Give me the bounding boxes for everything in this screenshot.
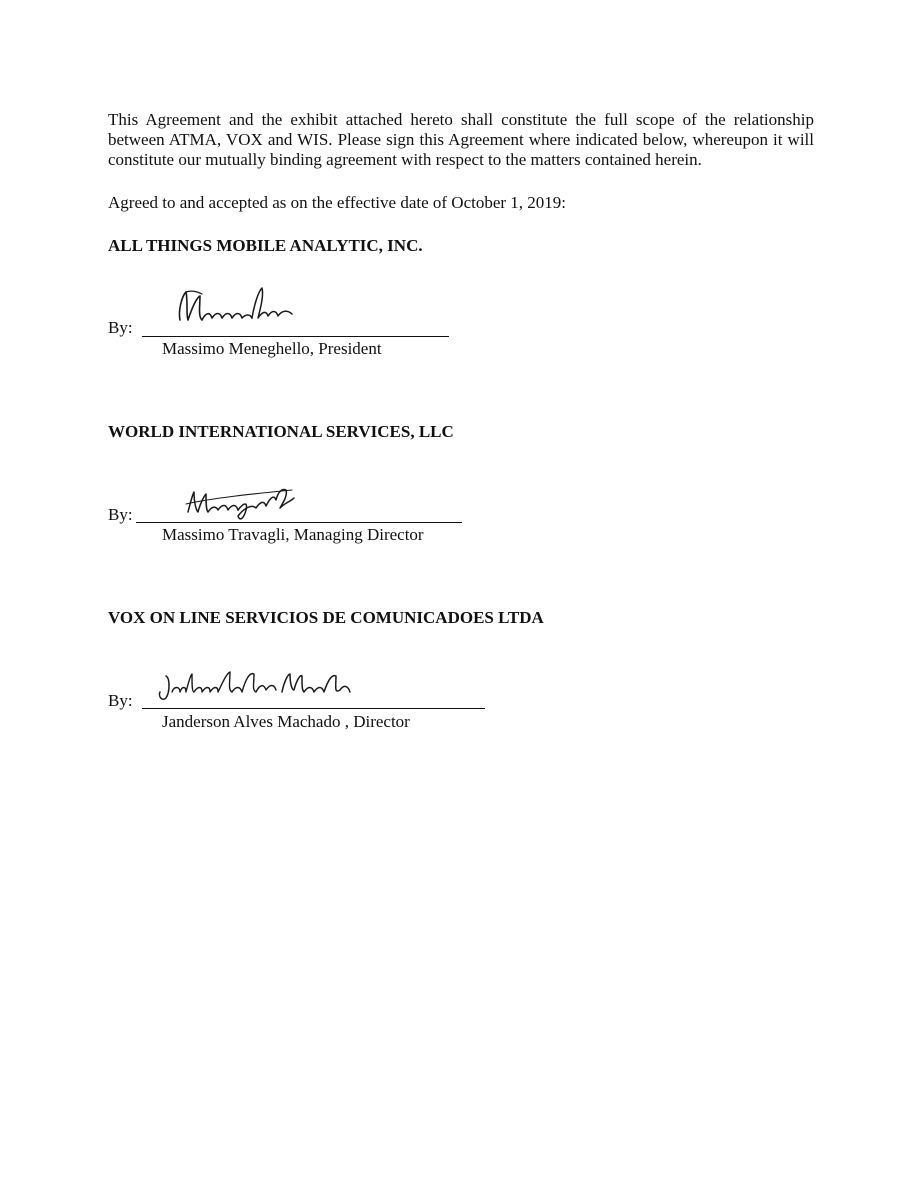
intro-paragraph: This Agreement and the exhibit attached hereto shall constitute the full scope of the relationship between ATMA, VOX and WIS. Please sign this Agreement where indicated below, whereupon it will constitute our mutually binding agreement with respect to the matters contained herein. (108, 110, 814, 169)
agreed-statement: Agreed to and accepted as on the effective date of October 1, 2019: (108, 193, 567, 212)
signer-name: Massimo Meneghello, President (162, 339, 382, 358)
company-name-atma: ALL THINGS MOBILE ANALYTIC, INC. (108, 236, 423, 255)
signature-machado (156, 666, 356, 710)
signature-line (136, 522, 462, 523)
by-label: By: (108, 318, 133, 337)
by-label: By: (108, 505, 133, 524)
signer-name: Janderson Alves Machado , Director (162, 712, 410, 731)
company-name-vox: VOX ON LINE SERVICIOS DE COMUNICADOES LTDA (108, 608, 544, 627)
signature-meneghello (172, 282, 302, 332)
signature-line (142, 708, 485, 709)
by-label: By: (108, 691, 133, 710)
company-name-wis: WORLD INTERNATIONAL SERVICES, LLC (108, 422, 454, 441)
signer-name: Massimo Travagli, Managing Director (162, 525, 424, 544)
signature-travagli (182, 482, 302, 526)
signature-line (142, 336, 449, 337)
